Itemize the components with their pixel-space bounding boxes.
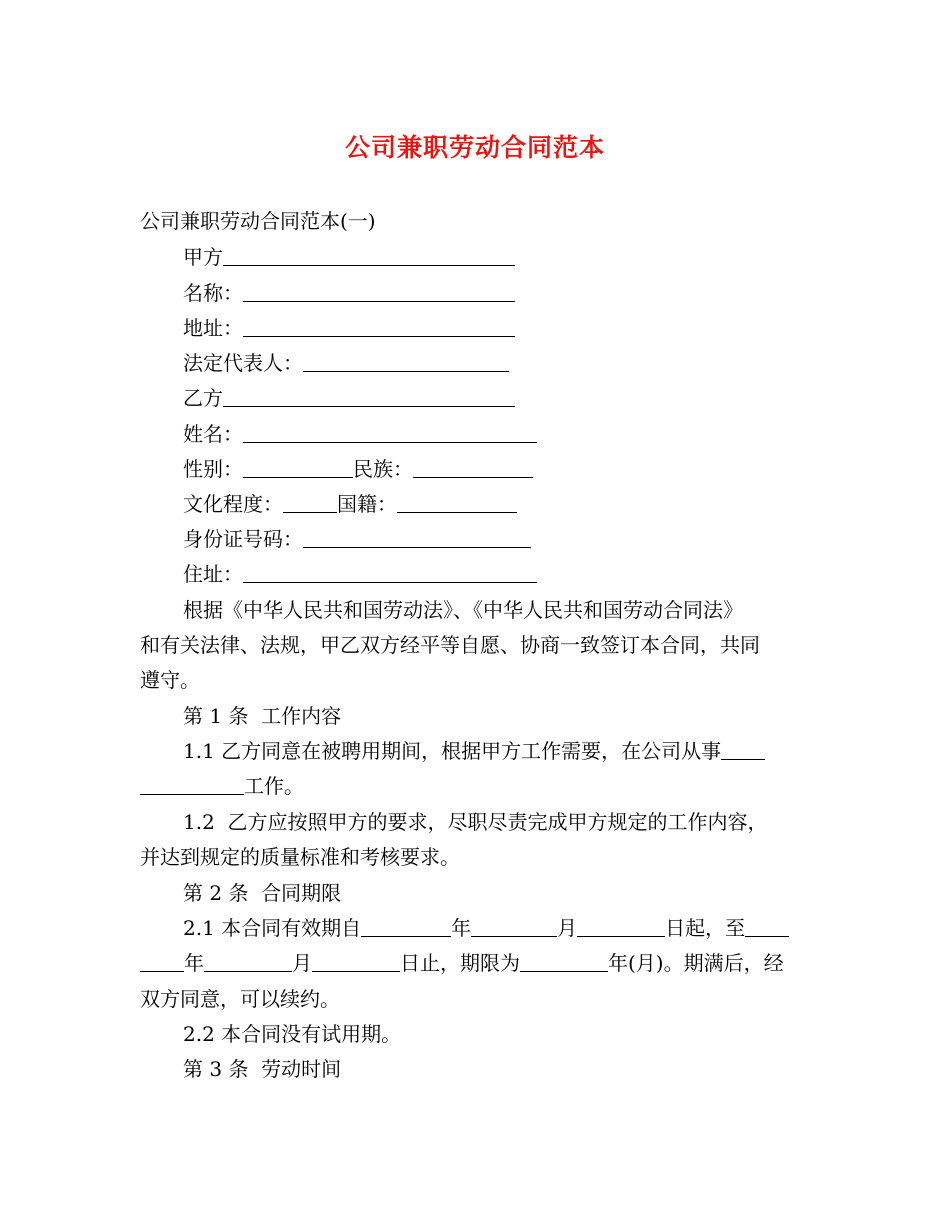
party-a-rep-blank[interactable]	[303, 351, 509, 372]
preamble-line-3: 遵守。	[140, 668, 200, 692]
party-a-name-label: 名称：	[183, 281, 243, 305]
end-month-blank[interactable]	[204, 951, 292, 972]
term-label: 年(月)。期满后，经	[608, 951, 784, 975]
party-b-id-line	[183, 525, 531, 553]
clause-1-2-line-2: 并达到规定的质量标准和考核要求。	[140, 845, 460, 869]
clause-1-1-line-2	[140, 772, 304, 800]
party-b-id-blank[interactable]	[303, 527, 531, 548]
end-day-label: 日止，期限为	[400, 951, 520, 975]
party-a-address-line	[183, 314, 515, 342]
preamble-line-1: 根据《中华人民共和国劳动法》、《中华人民共和国劳动合同法》	[183, 598, 743, 622]
clause-2-1-line-1	[183, 914, 789, 942]
party-a-rep-label: 法定代表人：	[183, 351, 303, 375]
end-year-blank-b[interactable]	[140, 951, 184, 972]
clause-2-1-start: 2.1 本合同有效期自	[183, 916, 362, 940]
party-a-name-blank[interactable]	[243, 281, 515, 302]
clause-1-1-end: 工作。	[244, 774, 304, 798]
party-b-gender-line	[183, 455, 533, 483]
day-from-label: 日起，至	[665, 916, 746, 940]
article-1-heading: 第 1 条 工作内容	[183, 704, 342, 728]
end-year-blank-a[interactable]	[745, 916, 789, 937]
start-month-blank[interactable]	[471, 916, 557, 937]
party-b-education-blank[interactable]	[283, 492, 337, 513]
subtitle: 公司兼职劳动合同范本(一)	[140, 209, 376, 233]
party-b-education-line	[183, 490, 517, 518]
month-label: 月	[557, 916, 578, 940]
end-year-label: 年	[184, 951, 204, 975]
party-a-line	[183, 243, 515, 271]
start-year-blank[interactable]	[361, 916, 451, 937]
party-b-nationality-label: 国籍：	[337, 492, 397, 516]
year-label: 年	[451, 916, 472, 940]
end-day-blank[interactable]	[312, 951, 400, 972]
party-b-address-blank[interactable]	[243, 562, 537, 583]
party-b-nationality-blank[interactable]	[397, 492, 517, 513]
article-3-heading: 第 3 条 劳动时间	[183, 1057, 342, 1081]
party-b-name-line	[183, 420, 537, 448]
start-day-blank[interactable]	[577, 916, 665, 937]
end-month-label: 月	[292, 951, 312, 975]
party-b-gender-blank[interactable]	[243, 457, 353, 478]
party-b-id-label: 身份证号码：	[183, 527, 303, 551]
party-b-name-label: 姓名：	[183, 422, 243, 446]
clause-1-1-line-1	[183, 737, 765, 765]
party-b-gender-label: 性别：	[183, 457, 243, 481]
term-blank[interactable]	[520, 951, 608, 972]
clause-1-1-blank-a[interactable]	[721, 739, 765, 760]
party-b-ethnicity-blank[interactable]	[413, 457, 533, 478]
party-a-label: 甲方	[183, 245, 223, 269]
party-a-rep-line	[183, 349, 509, 377]
clause-2-1-line-2	[140, 949, 784, 977]
party-b-line	[183, 384, 515, 412]
article-2-heading: 第 2 条 合同期限	[183, 881, 342, 905]
document-title: 公司兼职劳动合同范本	[344, 133, 605, 162]
party-b-education-label: 文化程度：	[183, 492, 283, 516]
party-b-ethnicity-label: 民族：	[353, 457, 413, 481]
party-a-address-blank[interactable]	[243, 316, 515, 337]
clause-2-1-line-3: 双方同意，可以续约。	[140, 987, 340, 1011]
clause-1-2-line-1: 1.2 乙方应按照甲方的要求，尽职尽责完成甲方规定的工作内容，	[183, 810, 768, 834]
party-a-blank[interactable]	[223, 245, 515, 266]
party-b-address-line	[183, 560, 537, 588]
party-b-name-blank[interactable]	[243, 422, 537, 443]
clause-1-1-blank-b[interactable]	[140, 774, 244, 795]
party-a-address-label: 地址：	[183, 316, 243, 340]
preamble-line-2: 和有关法律、法规，甲乙双方经平等自愿、协商一致签订本合同，共同	[140, 633, 760, 657]
clause-2-2: 2.2 本合同没有试用期。	[183, 1022, 402, 1046]
party-b-blank[interactable]	[223, 386, 515, 407]
party-b-label: 乙方	[183, 386, 223, 410]
clause-1-1-text: 1.1 乙方同意在被聘用期间，根据甲方工作需要，在公司从事	[183, 739, 722, 763]
party-b-address-label: 住址：	[183, 562, 243, 586]
party-a-name-line	[183, 279, 515, 307]
